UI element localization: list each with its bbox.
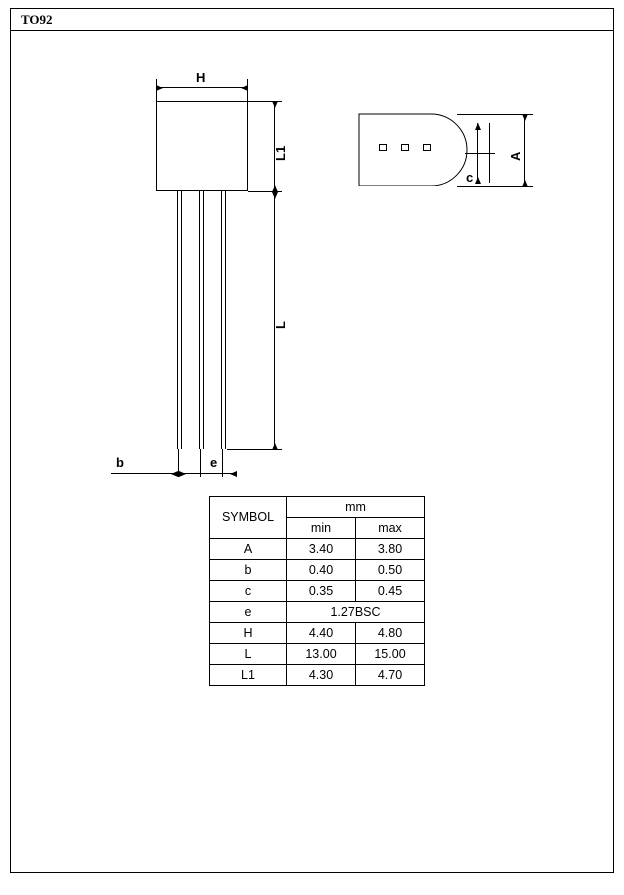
c-arrow-top-icon — [475, 123, 481, 130]
b-arrow-icon — [171, 471, 178, 477]
dimension-table — [209, 496, 425, 686]
cell-symbol: c — [210, 581, 287, 602]
header-symbol: SYMBOL — [210, 497, 287, 539]
cell-min: 4.40 — [287, 623, 356, 644]
label-A: A — [508, 151, 523, 161]
cell-min: 3.40 — [287, 539, 356, 560]
cell-min: 13.00 — [287, 644, 356, 665]
label-b: b — [116, 455, 124, 470]
drawing-page-frame — [10, 8, 614, 873]
table-header-row-units — [210, 497, 425, 518]
cell-symbol: L1 — [210, 665, 287, 686]
label-H: H — [196, 70, 206, 85]
cell-max: 4.70 — [356, 665, 425, 686]
cell-symbol: L — [210, 644, 287, 665]
h-extension-line-left — [156, 79, 157, 103]
h-arrow-right-icon — [241, 85, 248, 91]
l-arrow-bottom-icon — [272, 443, 278, 450]
a-arrow-bottom-icon — [522, 180, 528, 187]
cell-symbol: e — [210, 602, 287, 623]
package-body-front — [156, 101, 248, 191]
h-dimension-line — [156, 87, 248, 88]
cell-max: 0.50 — [356, 560, 425, 581]
lead-3 — [221, 191, 226, 449]
top-view — [351, 106, 541, 186]
l1-arrow-bottom-icon — [272, 185, 278, 192]
lead-1 — [177, 191, 182, 449]
cell-min: 0.35 — [287, 581, 356, 602]
drawing-area — [11, 31, 615, 873]
a-dimension-line — [524, 114, 525, 187]
cell-min: 4.30 — [287, 665, 356, 686]
table-row — [210, 560, 425, 581]
table-row — [210, 602, 425, 623]
lead-2 — [199, 191, 204, 449]
cell-symbol: A — [210, 539, 287, 560]
body-top-flat-line — [156, 101, 248, 102]
l1-arrow-top-icon — [272, 101, 278, 108]
cell-symbol: H — [210, 623, 287, 644]
cell-min: 0.40 — [287, 560, 356, 581]
label-e: e — [210, 455, 218, 470]
header-min: min — [287, 518, 356, 539]
label-c: c — [466, 170, 474, 185]
h-arrow-left-icon — [156, 85, 163, 91]
pin-2 — [401, 144, 409, 151]
table-row — [210, 581, 425, 602]
h-extension-line-right — [247, 79, 248, 103]
pin-3 — [423, 144, 431, 151]
pin-1 — [379, 144, 387, 151]
label-L1: L1 — [273, 145, 288, 161]
a-arrow-top-icon — [522, 114, 528, 121]
cell-max: 15.00 — [356, 644, 425, 665]
table-row — [210, 644, 425, 665]
table-row — [210, 623, 425, 644]
header-units: mm — [287, 497, 425, 518]
cell-max: 4.80 — [356, 623, 425, 644]
cell-span-value: 1.27BSC — [287, 602, 425, 623]
cell-max: 3.80 — [356, 539, 425, 560]
l-arrow-top-icon — [272, 192, 278, 199]
e-dimension-line — [179, 473, 237, 474]
table-row — [210, 539, 425, 560]
header-max: max — [356, 518, 425, 539]
cell-max: 0.45 — [356, 581, 425, 602]
c-dimension-line — [465, 153, 495, 154]
table-row — [210, 665, 425, 686]
e-arrow-right-icon — [230, 471, 237, 477]
page-title: TO92 — [21, 12, 53, 27]
title-bar — [11, 9, 613, 31]
cell-symbol: b — [210, 560, 287, 581]
c-arrow-bottom-icon — [475, 177, 481, 184]
label-L: L — [273, 321, 288, 329]
